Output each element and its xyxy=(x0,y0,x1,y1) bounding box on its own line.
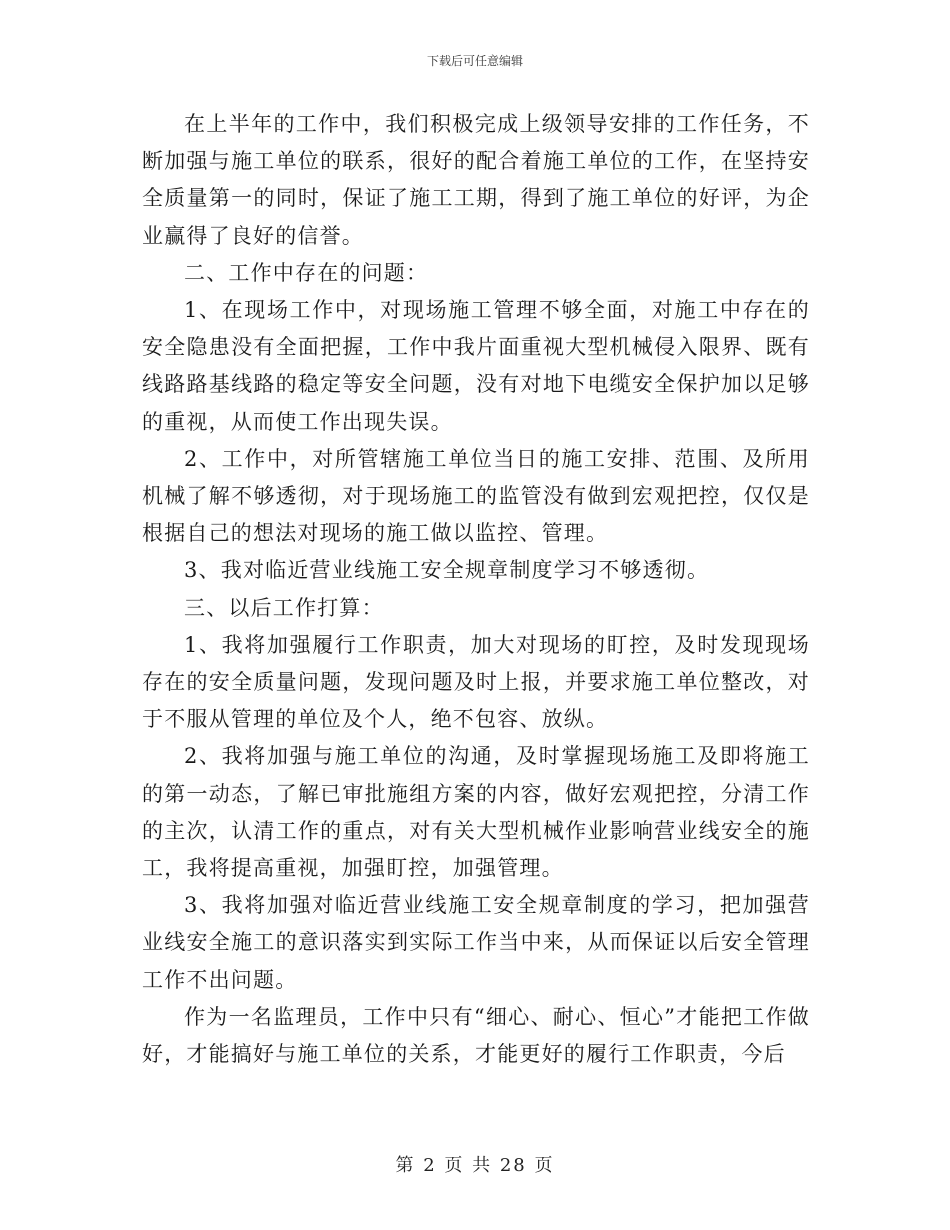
plan-item-2: 2、我将加强与施工单位的沟通，及时掌握现场施工及即将施工的第一动态，了解已审批施组方案的内容，做好宏观把控，分清工作的主次，认清工作的重点，对有关大型机械作业影响营业线安全的施工，我将提高重视，加强盯控，加强管理。 xyxy=(142,744,810,881)
paragraph-summary: 在上半年的工作中，我们积极完成上级领导安排的工作任务，不断加强与施工单位的联系，很好的配合着施工单位的工作，在坚持安全质量第一的同时，保证了施工工期，得到了施工单位的好评，为企业赢得了良好的信誉。 xyxy=(142,112,810,248)
problem-item-3: 3、我对临近营业线施工安全规章制度学习不够透彻。 xyxy=(184,558,710,583)
plan-item-1: 1、我将加强履行工作职责，加大对现场的盯控，及时发现现场存在的安全质量问题，发现问题及时上报，并要求施工单位整改，对于不服从管理的单位及个人，绝不包容、放纵。 xyxy=(142,632,810,732)
document-body xyxy=(142,106,810,1073)
plan-item-3: 3、我将加强对临近营业线施工安全规章制度的学习，把加强营业线安全施工的意识落实到实际工作当中来，从而保证以后安全管理工作不出问题。 xyxy=(142,893,810,992)
problem-item-2: 2、工作中，对所管辖施工单位当日的施工安排、范围、及所用机械了解不够透彻，对于现场施工的监管没有做到宏观把控，仅仅是根据自己的想法对现场的施工做以监控、管理。 xyxy=(142,446,810,546)
section-heading-plans: 三、以后工作打算： xyxy=(184,595,384,620)
problem-item-1: 1、在现场工作中，对现场施工管理不够全面，对施工中存在的安全隐患没有全面把握，工作中我片面重视大型机械侵入限界、既有线路路基线路的稳定等安全问题，没有对地下电缆安全保护加以足够的重视，从而使工作出现失误。 xyxy=(142,298,810,434)
page-header: 下载后可任意编辑 xyxy=(426,54,523,68)
page-number: 第 2 页 共 28 页 xyxy=(395,1155,555,1176)
section-heading-problems: 二、工作中存在的问题： xyxy=(184,260,429,285)
paragraph-conclusion: 作为一名监理员，工作中只有“细心、耐心、恒心”才能把工作做好，才能搞好与施工单位的关系，才能更好的履行工作职责，今后 xyxy=(142,1004,810,1067)
